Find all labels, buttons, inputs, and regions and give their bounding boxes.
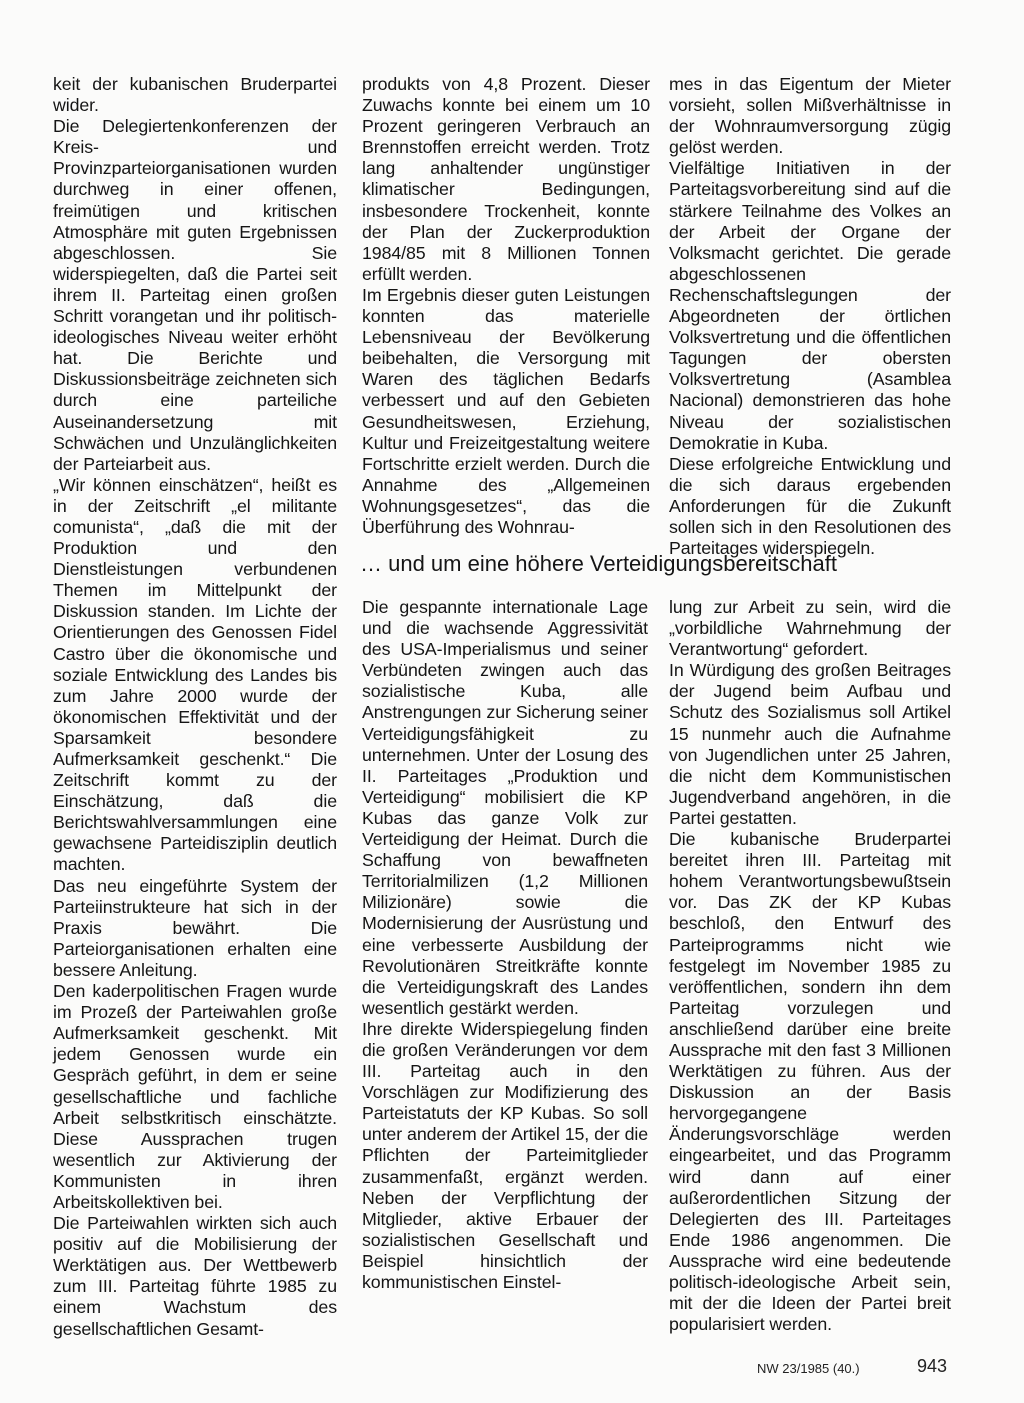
page-number: 943 bbox=[917, 1356, 948, 1376]
footer-issue: NW 23/1985 (40.) bbox=[757, 1361, 860, 1376]
text-column-2: produkts von 4,8 Prozent. Dieser Zuwachs konnte bei einem um 10 Prozent geringeren Verbrauch an Brennstoffen erreicht werden. Trotz lang anhaltender ungünstiger klimatischer Bedingungen, insbesondere Trockenheit, konnte der Plan der Zuckerproduktion 1984/85 mit 8 Millionen Tonnen erfüllt werden. Im Ergebnis dieser guten Leistungen konnten das materielle Lebensniveau der Bevölkerung beibehalten, die Versorgung mit Waren des täglichen Bedarfs verbessert und auf den Gebieten Gesundheitswesen, Erziehung, Kultur und Freizeitgestaltung weitere Fortschritte erzielt werden. Durch die Annahme des „Allgemeinen Wohnungsgesetzes“, das die Überführung des Wohnrau- bbox=[362, 74, 650, 537]
text-column-4: Die gespannte internationale Lage und die wachsende Aggressivität des USA-Imperialismus und seiner Verbündeten zwingen auch das sozialistische Kuba, alle Anstrengungen zur Sicherung seiner Verteidigungsfähigkeit zu unternehmen. Unter der Losung des II. Parteitages „Produktion und Verteidigung“ mobilisiert die KP Kubas das ganze Volk zur Verteidigung der Heimat. Durch die Schaffung von bewaffneten Territorialmilizen (1,2 Millionen Milizionäre) sowie die Modernisierung der Ausrüstung und eine verbesserte Ausbildung der Revolutionären Streitkräfte konnte die Verteidigungskraft des Landes wesentlich gestärkt werden. Ihre direkte Widerspiegelung finden die großen Veränderungen vor dem III. Parteitag auch in den Vorschlägen zur Modifizierung des Parteistatuts der KP Kubas. So soll unter anderem der Artikel 15, der die Pflichten der Parteimitglieder zusammenfaßt, ergänzt werden. Neben der Verpflichtung der Mitglieder, aktive Erbauer der sozialistischen Gesellschaft und Beispiel hinsichtlich der kommunistischen Einstel- bbox=[362, 597, 648, 1292]
text-column-1: keit der kubanischen Bruderpartei wider. Die Delegiertenkonferenzen der Kreis- und Provinzparteiorganisationen wurden durchweg in einer offenen, freimütigen und kritischen Atmosphäre mit guten Ergebnissen abgeschlossen. Sie widerspiegelten, daß die Partei seit ihrem II. Parteitag einen großen Schritt vorangetan und ihr politisch-ideologisches Niveau weiter erhöht hat. Die Berichte und Diskussionsbeiträge zeichneten sich durch eine parteiliche Auseinandersetzung mit Schwächen und Unzulänglichkeiten der Parteiarbeit aus. „Wir können einschätzen“, heißt es in der Zeitschrift „el militante comunista“, „daß die mit der Produktion und den Dienstleistungen verbundenen Themen im Mittelpunkt der Diskussion standen. Im Lichte der Orientierungen des Genossen Fidel Castro über die ökonomische und soziale Entwicklung des Landes bis zum Jahre 2000 wurde der ökonomischen Effektivität und der Sparsamkeit besondere Aufmerksamkeit geschenkt.“ Die Zeitschrift kommt zu der Einschätzung, daß die Berichtswahlversammlungen eine gewachsene Parteidisziplin deutlich machten. Das neu eingeführte System der Parteiinstrukteure hat sich in der Praxis bewährt. Die Parteiorganisationen erhalten eine bessere Anleitung. Den kaderpolitischen Fragen wurde im Prozeß der Parteiwahlen große Aufmerksamkeit geschenkt. Mit jedem Genossen wurde ein Gespräch geführt, in dem er seine gesellschaftliche und fachliche Arbeit selbstkritisch einschätzte. Diese Aussprachen trugen wesentlich zur Aktivierung der Kommunisten in ihren Arbeitskollektiven bei. Die Parteiwahlen wirkten sich auch positiv auf die Mobilisierung der Werktätigen aus. Der Wettbewerb zum III. Parteitag führte 1985 zu einem Wachstum des gesellschaftlichen Gesamt- bbox=[53, 74, 337, 1339]
section-heading: … und um eine höhere Verteidigungsbereitschaft bbox=[360, 551, 837, 576]
text-column-5: lung zur Arbeit zu sein, wird die „vorbildliche Wahrnehmung der Verantwortung“ gefordert. In Würdigung des großen Beitrages der Jugend beim Aufbau und Schutz des Sozialismus soll Artikel 15 nunmehr auch die Aufnahme von Jugendlichen unter 25 Jahren, die nicht dem Kommunistischen Jugendverband angehören, in die Partei gestatten. Die kubanische Bruderpartei bereitet ihren III. Parteitag mit hohem Verantwortungsbewußtsein vor. Das ZK der KP Kubas beschloß, den Entwurf des Parteiprogramms nicht wie festgelegt im November 1985 zu veröffentlichen, sondern ihn dem Parteitag vorzulegen und anschließend darüber eine breite Aussprache mit den fast 3 Millionen Werktätigen zu führen. Aus der Diskussion an der Basis hervorgegangene Änderungsvorschläge werden eingearbeitet, und das Programm wird dann auf einer außerordentlichen Sitzung der Delegierten des III. Parteitages Ende 1986 angenommen. Die Aussprache wird eine bedeutende politisch-ideologische Arbeit sein, mit der die Ideen der Partei breit popularisiert werden. bbox=[669, 597, 951, 1335]
text-column-3: mes in das Eigentum der Mieter vorsieht, sollen Mißverhältnisse in der Wohnraumversorgung zügig gelöst werden. Vielfältige Initiativen in der Parteitagsvorbereitung sind auf die stärkere Teilnahme des Volkes an der Arbeit der Organe der Volksmacht gerichtet. Die gerade abgeschlossenen Rechenschaftslegungen der Abgeordneten der örtlichen Volksvertretung und die öffentlichen Tagungen der obersten Volksvertretung (Asamblea Nacional) demonstrieren das hohe Niveau der sozialistischen Demokratie in Kuba. Diese erfolgreiche Entwicklung und die sich daraus ergebenden Anforderungen für die Zukunft sollen sich in den Resolutionen des Parteitages widerspiegeln. bbox=[669, 74, 951, 559]
